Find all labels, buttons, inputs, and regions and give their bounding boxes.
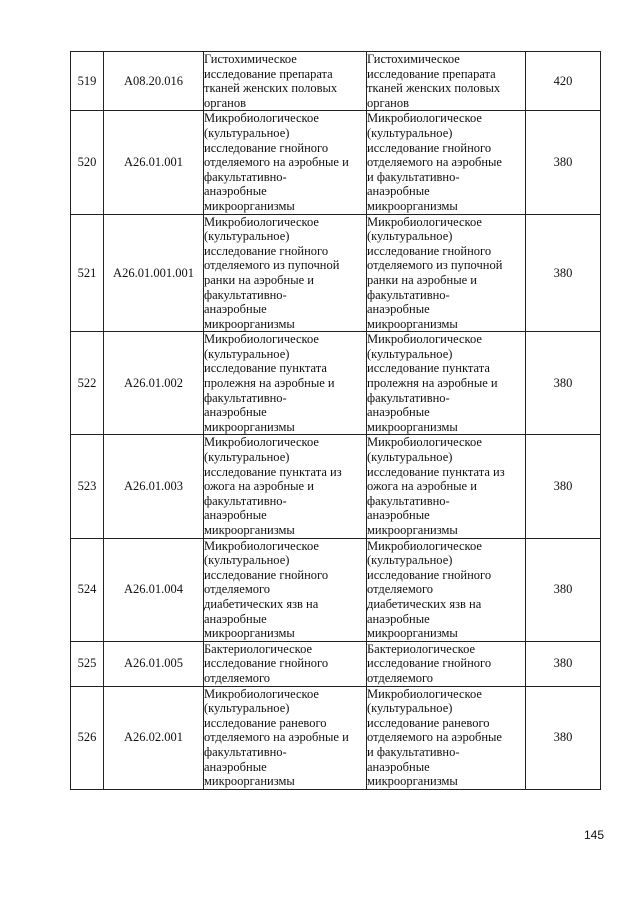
table-row (71, 435, 601, 538)
service-name: Микробиологическое (культуральное) исследование гнойного отделяемого на аэробные и факультативно- анаэробные микроорганизмы (204, 111, 367, 214)
service-name-alt: Бактериологическое исследование гнойного отделяемого (367, 641, 526, 686)
price: 420 (526, 52, 601, 111)
service-name: Микробиологическое (культуральное) исследование пунктата из ожога на аэробные и факультативно- анаэробные микроорганизмы (204, 435, 367, 538)
service-code: A26.01.001.001 (104, 214, 204, 332)
table-row (71, 538, 601, 641)
service-name: Бактериологическое исследование гнойного отделяемого (204, 641, 367, 686)
service-name-alt: Микробиологическое (культуральное) исследование пунктата из ожога на аэробные и факультативно- анаэробные микроорганизмы (367, 435, 526, 538)
row-number: 526 (71, 686, 104, 789)
service-name: Микробиологическое (культуральное) исследование гнойного отделяемого диабетических язв на анаэробные микроорганизмы (204, 538, 367, 641)
service-name: Микробиологическое (культуральное) исследование пунктата пролежня на аэробные и факультативно- анаэробные микроорганизмы (204, 332, 367, 435)
row-number: 525 (71, 641, 104, 686)
price: 380 (526, 538, 601, 641)
table-row (71, 641, 601, 686)
price-table (70, 51, 601, 790)
service-code: A26.02.001 (104, 686, 204, 789)
table-row (71, 332, 601, 435)
table-row (71, 214, 601, 332)
row-number: 519 (71, 52, 104, 111)
price: 380 (526, 641, 601, 686)
price: 380 (526, 435, 601, 538)
price: 380 (526, 686, 601, 789)
service-name: Гистохимическое исследование препарата тканей женских половых органов (204, 52, 367, 111)
service-name-alt: Микробиологическое (культуральное) исследование гнойного отделяемого диабетических язв на анаэробные микроорганизмы (367, 538, 526, 641)
service-name-alt: Микробиологическое (культуральное) исследование раневого отделяемого на аэробные и факультативно- анаэробные микроорганизмы (367, 686, 526, 789)
row-number: 521 (71, 214, 104, 332)
service-code: A26.01.003 (104, 435, 204, 538)
service-code: A08.20.016 (104, 52, 204, 111)
service-code: A26.01.001 (104, 111, 204, 214)
row-number: 523 (71, 435, 104, 538)
table-row (71, 111, 601, 214)
table-row (71, 52, 601, 111)
price: 380 (526, 332, 601, 435)
price: 380 (526, 214, 601, 332)
page-number: 145 (584, 828, 605, 842)
service-name-alt: Микробиологическое (культуральное) исследование гнойного отделяемого из пупочной ранки на аэробные и факультативно- анаэробные микроорганизмы (367, 214, 526, 332)
service-name-alt: Гистохимическое исследование препарата тканей женских половых органов (367, 52, 526, 111)
service-code: A26.01.002 (104, 332, 204, 435)
price: 380 (526, 111, 601, 214)
service-code: A26.01.005 (104, 641, 204, 686)
service-name-alt: Микробиологическое (культуральное) исследование пунктата пролежня на аэробные и факультативно- анаэробные микроорганизмы (367, 332, 526, 435)
table-row (71, 686, 601, 789)
service-code: A26.01.004 (104, 538, 204, 641)
service-name: Микробиологическое (культуральное) исследование гнойного отделяемого из пупочной ранки на аэробные и факультативно- анаэробные микроорганизмы (204, 214, 367, 332)
row-number: 520 (71, 111, 104, 214)
service-name-alt: Микробиологическое (культуральное) исследование гнойного отделяемого на аэробные и факультативно- анаэробные микроорганизмы (367, 111, 526, 214)
row-number: 522 (71, 332, 104, 435)
row-number: 524 (71, 538, 104, 641)
service-name: Микробиологическое (культуральное) исследование раневого отделяемого на аэробные и факультативно- анаэробные микроорганизмы (204, 686, 367, 789)
